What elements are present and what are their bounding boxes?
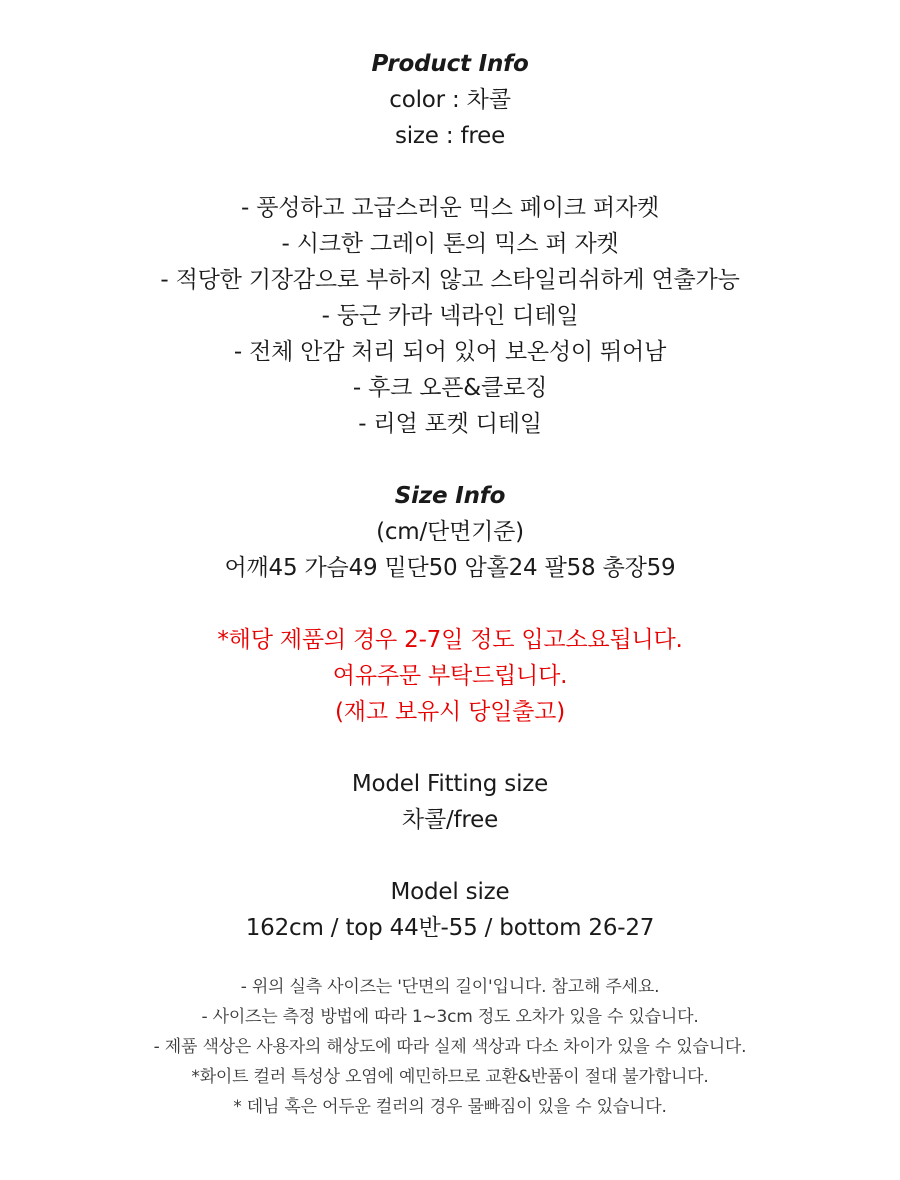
- product-size: size : free: [394, 123, 506, 149]
- footnote-line: - 제품 색상은 사용자의 해상도에 따라 실제 색상과 다소 차이가 있을 수 있습니다.: [153, 1037, 747, 1057]
- notice-line: (재고 보유시 당일출고): [335, 699, 565, 725]
- feature-list: [0, 190, 900, 442]
- feature-item: - 후크 오픈&클로징: [352, 375, 548, 401]
- spacer: [0, 838, 900, 874]
- size-info-heading: Size Info: [394, 483, 506, 509]
- notice-line: 여유주문 부탁드립니다.: [332, 663, 568, 689]
- model-size-heading: Model size: [390, 879, 510, 905]
- feature-item: - 적당한 기장감으로 부하지 않고 스타일리쉬하게 연출가능: [160, 267, 740, 293]
- model-size-value: 162cm / top 44반-55 / bottom 26-27: [245, 915, 655, 941]
- spacer: [0, 586, 900, 622]
- product-info-section: [0, 46, 900, 154]
- feature-item: - 리얼 포켓 디테일: [358, 411, 542, 437]
- spacer: [0, 442, 900, 478]
- model-fitting-heading: Model Fitting size: [351, 771, 549, 797]
- size-info-section: [0, 478, 900, 586]
- feature-item: - 풍성하고 고급스러운 믹스 페이크 퍼자켓: [241, 195, 659, 221]
- notice-line: *해당 제품의 경우 2-7일 정도 입고소요됩니다.: [217, 627, 683, 653]
- feature-item: - 시크한 그레이 톤의 믹스 퍼 자켓: [281, 231, 619, 257]
- spacer: [0, 730, 900, 766]
- product-color: color : 차콜: [389, 87, 511, 113]
- footnote-line: - 위의 실측 사이즈는 '단면의 길이'입니다. 참고해 주세요.: [240, 977, 660, 997]
- feature-item: - 전체 안감 처리 되어 있어 보온성이 뛰어남: [233, 339, 667, 365]
- footnote-line: * 데님 혹은 어두운 컬러의 경우 물빠짐이 있을 수 있습니다.: [233, 1097, 667, 1117]
- footnotes: [0, 972, 900, 1122]
- shipping-notice: [0, 622, 900, 730]
- spacer: [0, 154, 900, 190]
- size-measurements: 어깨45 가슴49 밑단50 암홀24 팔58 총장59: [224, 555, 676, 581]
- model-fitting-value: 차콜/free: [401, 807, 499, 833]
- footnote-line: - 사이즈는 측정 방법에 따라 1~3cm 정도 오차가 있을 수 있습니다.: [201, 1007, 699, 1027]
- product-info-heading: Product Info: [371, 51, 529, 77]
- model-fitting-section: [0, 766, 900, 838]
- feature-item: - 둥근 카라 넥라인 디테일: [321, 303, 579, 329]
- footnote-line: *화이트 컬러 특성상 오염에 예민하므로 교환&반품이 절대 불가합니다.: [191, 1067, 709, 1087]
- size-unit: (cm/단면기준): [376, 519, 524, 545]
- model-size-section: [0, 874, 900, 946]
